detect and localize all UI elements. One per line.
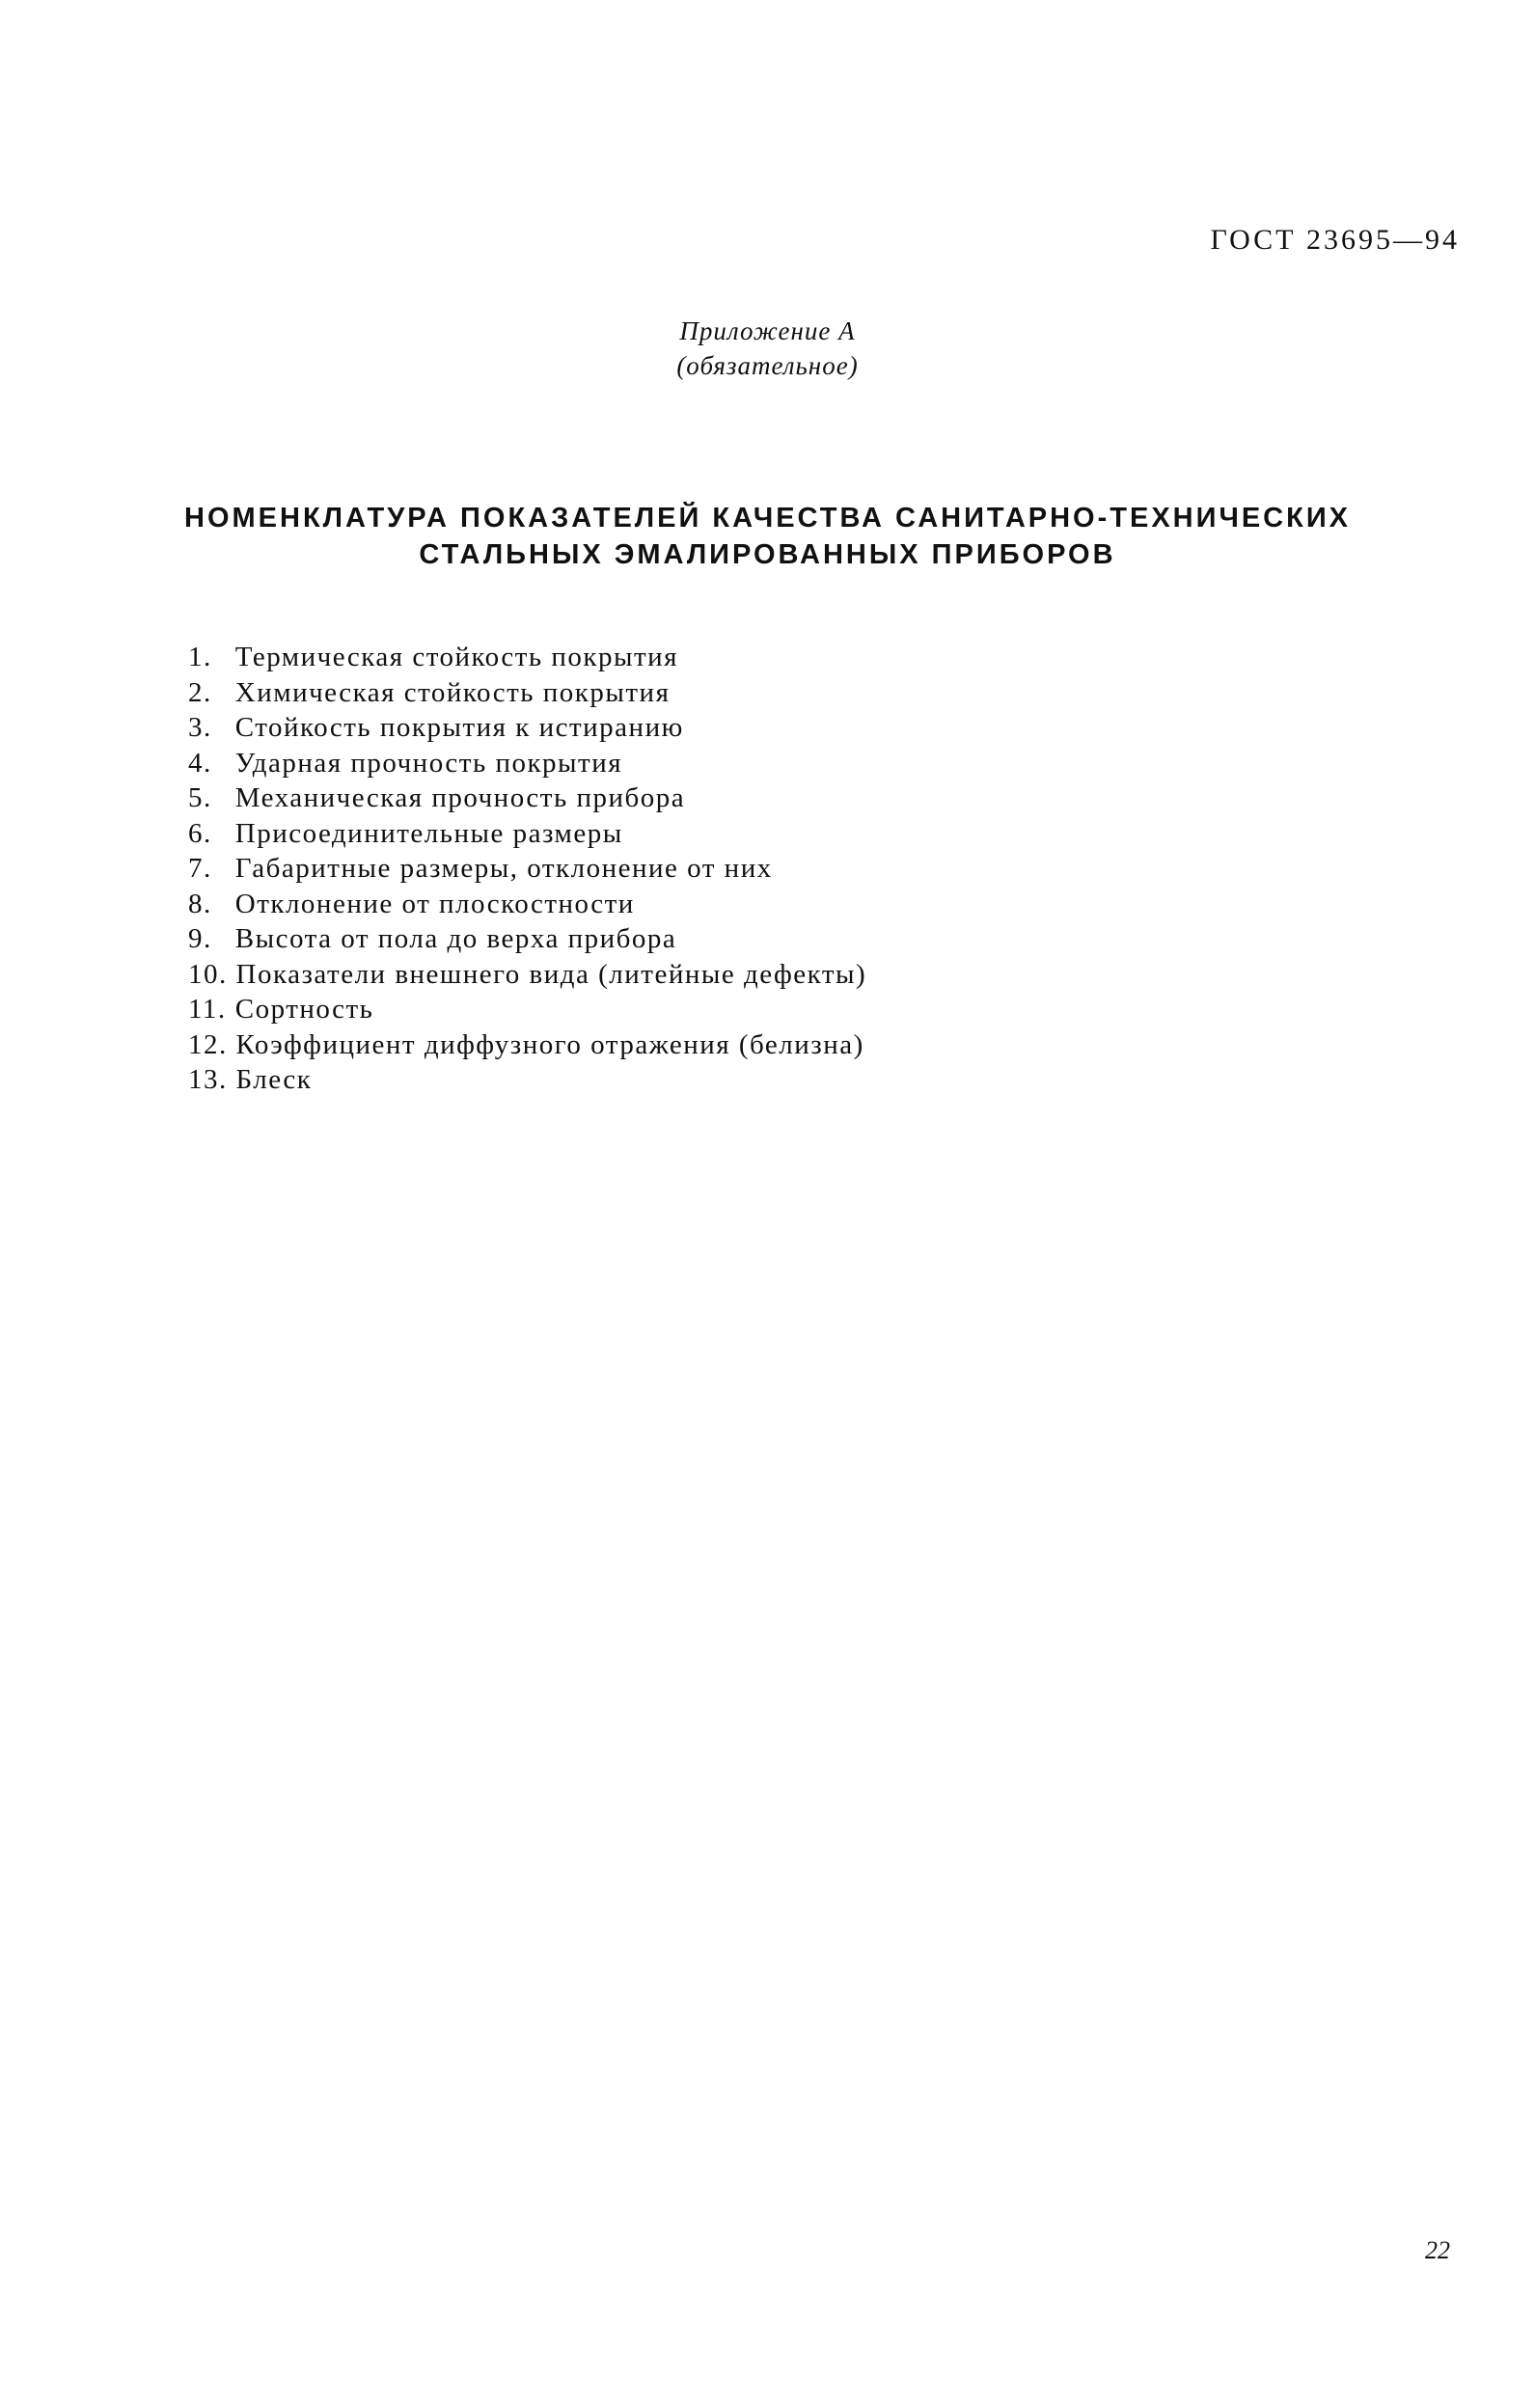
item-number: 4. bbox=[188, 747, 212, 779]
item-number: 10. bbox=[188, 958, 228, 990]
page-number: 22 bbox=[1425, 2236, 1450, 2264]
item-number: 2. bbox=[188, 676, 212, 708]
list-item bbox=[188, 816, 866, 852]
list-item bbox=[188, 921, 866, 957]
item-text: Присоединительные размеры bbox=[234, 817, 623, 849]
item-number: 11. bbox=[188, 994, 227, 1025]
list-item bbox=[188, 1062, 866, 1098]
item-number: 8. bbox=[188, 888, 212, 919]
list-item bbox=[188, 710, 866, 746]
item-number: 7. bbox=[188, 853, 212, 884]
item-number: 6. bbox=[188, 817, 212, 849]
item-text: Сортность bbox=[234, 994, 374, 1025]
item-text: Стойкость покрытия к истиранию bbox=[234, 712, 684, 743]
list-item bbox=[188, 887, 866, 922]
item-number: 9. bbox=[188, 923, 212, 954]
list-item bbox=[188, 780, 866, 816]
title-line-1: НОМЕНКЛАТУРА ПОКАЗАТЕЛЕЙ КАЧЕСТВА САНИТАРНО-ТЕХНИЧЕСКИХ bbox=[184, 503, 1351, 534]
item-text: Термическая стойкость покрытия bbox=[234, 642, 678, 672]
title-line-2: СТАЛЬНЫХ ЭМАЛИРОВАННЫХ ПРИБОРОВ bbox=[419, 539, 1116, 570]
item-text: Химическая стойкость покрытия bbox=[234, 676, 671, 708]
quality-indicators-list bbox=[188, 640, 866, 1098]
list-item bbox=[188, 1027, 866, 1063]
item-text: Коэффициент диффузного отражения (белизна) bbox=[235, 1028, 864, 1060]
item-number: 3. bbox=[188, 712, 212, 743]
appendix-heading bbox=[0, 314, 1535, 383]
item-text: Отклонение от плоскостности bbox=[234, 888, 635, 919]
item-number: 1. bbox=[188, 642, 212, 672]
item-text: Показатели внешнего вида (литейные дефекты) bbox=[235, 958, 867, 990]
appendix-status: (обязательное) bbox=[676, 351, 859, 380]
list-item bbox=[188, 851, 866, 887]
document-code: ГОСТ 23695—94 bbox=[1210, 224, 1460, 256]
item-number: 5. bbox=[188, 782, 212, 813]
item-text: Ударная прочность покрытия bbox=[234, 747, 623, 779]
item-number: 12. bbox=[188, 1028, 228, 1060]
list-item bbox=[188, 957, 866, 993]
document-title bbox=[96, 500, 1439, 573]
list-item bbox=[188, 746, 866, 781]
list-item bbox=[188, 675, 866, 711]
item-text: Высота от пола до верха прибора bbox=[234, 923, 677, 954]
appendix-label: Приложение А bbox=[679, 316, 856, 345]
list-item bbox=[188, 640, 866, 675]
item-number: 13. bbox=[188, 1064, 228, 1095]
item-text: Блеск bbox=[235, 1064, 313, 1095]
item-text: Механическая прочность прибора bbox=[234, 782, 686, 813]
item-text: Габаритные размеры, отклонение от них bbox=[234, 853, 773, 884]
list-item bbox=[188, 992, 866, 1027]
